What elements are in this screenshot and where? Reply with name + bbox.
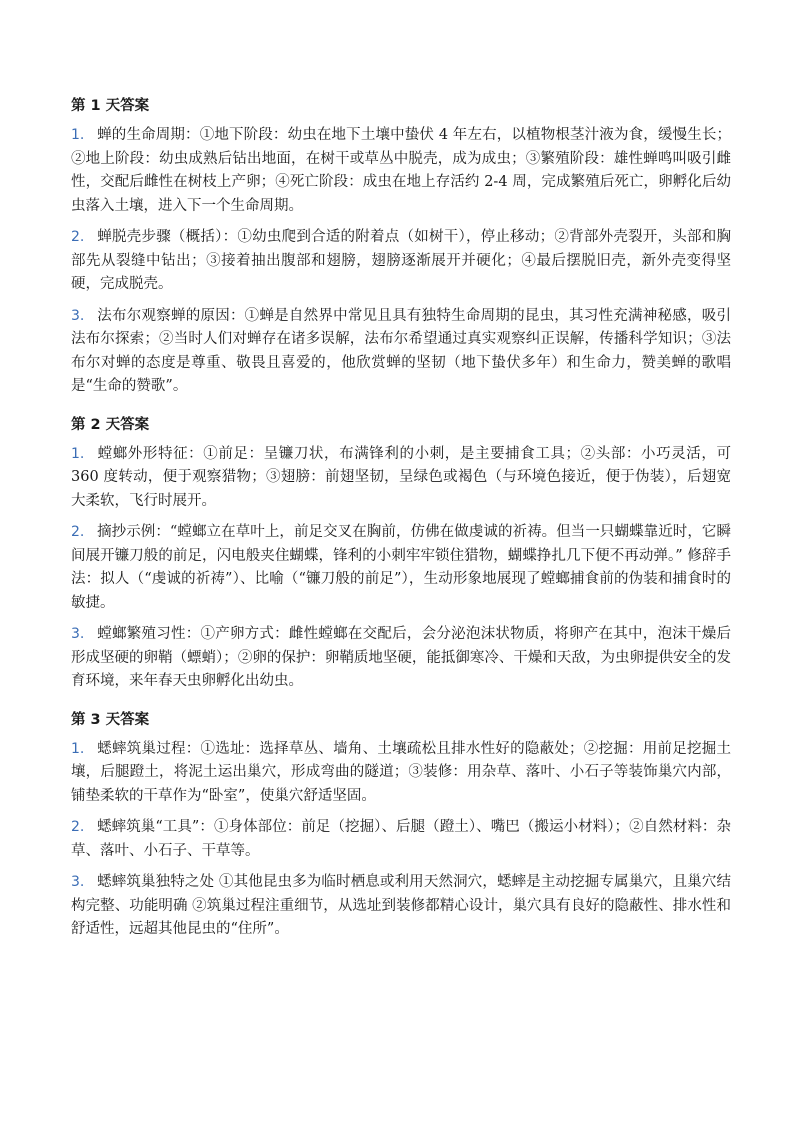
day-3-section	[71, 710, 731, 942]
item-number: 2.	[71, 819, 85, 835]
answer-document	[71, 96, 731, 958]
section-heading: 第 2 天答案	[71, 416, 150, 433]
answer-item	[71, 623, 731, 694]
item-number: 3.	[71, 626, 85, 642]
item-text: 螳螂繁殖习性：①产卵方式：雌性螳螂在交配后，会分泌泡沫状物质，将卵产在其中，泡沫干燥后形成坚硬的卵鞘（螵蛸）；②卵的保护：卵鞘质地坚硬，能抵御寒冷、干燥和天敌，为虫卵提供安全的发育环境，来年春天虫卵孵化出幼虫。	[71, 626, 731, 689]
item-text: 蟋蟀筑巢独特之处 ①其他昆虫多为临时栖息或利用天然洞穴，蟋蟀是主动挖掘专属巢穴，且巢穴结构完整、功能明确 ②筑巢过程注重细节，从选址到装修都精心设计，巢穴具有良好的隐蔽性、排水性和舒适性，远超其他昆虫的“住所”。	[71, 874, 731, 937]
item-number: 1.	[71, 127, 85, 143]
item-number: 2.	[71, 524, 85, 540]
item-number: 3.	[71, 874, 85, 890]
answer-item	[71, 226, 731, 297]
item-text: 法布尔观察蝉的原因：①蝉是自然界中常见且具有独特生命周期的昆虫，其习性充满神秘感，吸引法布尔探索；②当时人们对蝉存在诸多误解，法布尔希望通过真实观察纠正误解，传播科学知识；③法布尔对蝉的态度是尊重、敬畏且喜爱的，他欣赏蝉的坚韧（地下蛰伏多年）和生命力，赞美蝉的歌唱是“生命的赞歌”。	[71, 307, 731, 394]
day-2-section	[71, 415, 731, 694]
item-text: 摘抄示例：“螳螂立在草叶上，前足交叉在胸前，仿佛在做虔诚的祈祷。但当一只蝴蝶靠近时，它瞬间展开镰刀般的前足，闪电般夹住蝴蝶，锋利的小刺牢牢锁住猎物，蝴蝶挣扎几下便不再动弹。” 修辞手法：拟人（“虔诚的祈祷”）、比喻（“镰刀般的前足”），生动形象地展现了螳螂捕食前的伪装和捕食时的敏捷。	[71, 524, 731, 611]
item-text: 蟋蟀筑巢“工具”：①身体部位：前足（挖掘）、后腿（蹬土）、嘴巴（搬运小材料）；②自然材料：杂草、落叶、小石子、干草等。	[71, 819, 731, 859]
answer-item	[71, 521, 731, 615]
item-number: 2.	[71, 229, 85, 245]
answer-item	[71, 816, 731, 863]
answer-item	[71, 738, 731, 809]
answer-item	[71, 443, 731, 514]
item-text: 蝉脱壳步骤（概括）：①幼虫爬到合适的附着点（如树干），停止移动；②背部外壳裂开，头部和胸部先从裂缝中钻出；③接着抽出腹部和翅膀，翅膀逐渐展开并硬化；④最后摆脱旧壳，新外壳变得坚硬，完成脱壳。	[71, 229, 731, 292]
section-heading: 第 3 天答案	[71, 711, 150, 728]
item-number: 3.	[71, 307, 85, 324]
item-text: 螳螂外形特征：①前足：呈镰刀状，布满锋利的小刺，是主要捕食工具；②头部：小巧灵活，可 360 度转动，便于观察猎物；③翅膀：前翅坚韧，呈绿色或褐色（与环境色接近，便于伪装），后翅宽大柔软，飞行时展开。	[71, 445, 731, 509]
item-number: 1.	[71, 740, 85, 757]
item-number: 1.	[71, 445, 85, 462]
item-text: 蝉的生命周期：①地下阶段：幼虫在地下土壤中蛰伏 4 年左右，以植物根茎汁液为食，缓慢生长；②地上阶段：幼虫成熟后钻出地面，在树干或草丛中脱壳，成为成虫；③繁殖阶段：雄性蝉鸣叫吸引雌性，交配后雌性在树枝上产卵；④死亡阶段：成虫在地上存活约 2-4 周，完成繁殖后死亡，卵孵化后幼虫落入土壤，进入下一个生命周期。	[71, 127, 731, 214]
answer-item	[71, 124, 731, 218]
day-1-section	[71, 96, 731, 399]
answer-item	[71, 871, 731, 942]
answer-item	[71, 305, 731, 399]
item-text: 蟋蟀筑巢过程：①选址：选择草丛、墙角、土壤疏松且排水性好的隐蔽处；②挖掘：用前足挖掘土壤，后腿蹬土，将泥土运出巢穴，形成弯曲的隧道；③装修：用杂草、落叶、小石子等装饰巢穴内部，铺垫柔软的干草作为“卧室”，使巢穴舒适坚固。	[71, 740, 731, 804]
section-heading: 第 1 天答案	[71, 98, 150, 114]
